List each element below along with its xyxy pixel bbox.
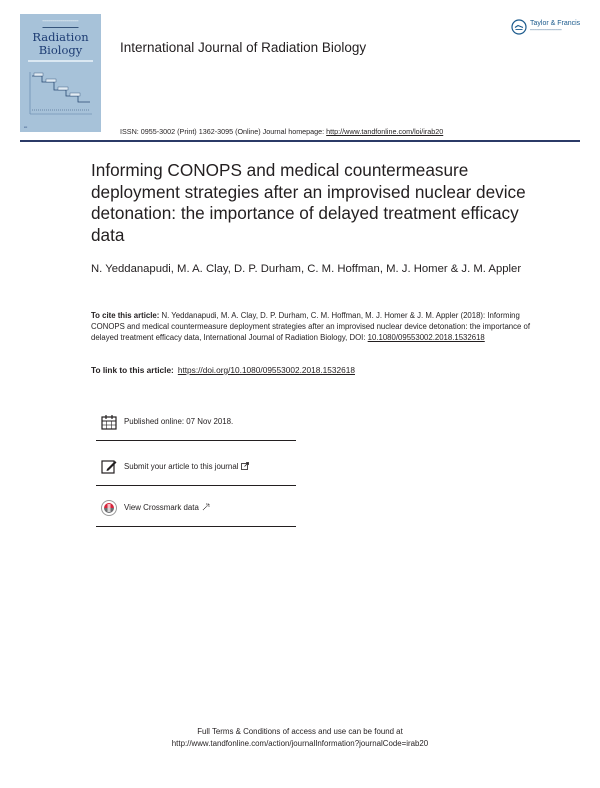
citation-label: To cite this article:	[91, 311, 160, 320]
citation-doi-link[interactable]: 10.1080/09553002.2018.1532618	[367, 332, 485, 342]
article-doi-url[interactable]: https://doi.org/10.1080/09553002.2018.1532618	[177, 365, 355, 375]
cover-tagline	[28, 60, 93, 62]
article-authors: N. Yeddanapudi, M. A. Clay, D. P. Durham, C. M. Hoffman, M. J. Homer & J. M. Appler	[91, 263, 522, 275]
published-date-text: Published online: 07 Nov 2018.	[124, 417, 234, 426]
footer-terms-link[interactable]: http://www.tandfonline.com/action/journalInformation?journalCode=irab20	[171, 738, 429, 748]
crossmark-icon	[100, 499, 118, 517]
external-link-icon	[202, 503, 210, 511]
crossmark-row[interactable]	[96, 497, 296, 527]
crossmark-row-divider	[96, 526, 296, 527]
submit-article-row[interactable]	[96, 456, 296, 486]
journal-cover-image	[20, 14, 101, 132]
submit-row-divider	[96, 485, 296, 486]
cover-chart-graphic	[28, 70, 94, 116]
calendar-icon	[100, 413, 118, 431]
external-link-icon	[241, 462, 249, 470]
cover-sub-line: ▬▬▬▬▬▬▬▬▬▬▬▬	[42, 25, 79, 29]
journal-title: International Journal of Radiation Biology	[120, 40, 367, 55]
journal-homepage-link[interactable]: http://www.tandfonline.com/loi/irab20	[326, 127, 444, 136]
article-title: Informing CONOPS and medical countermeasure deployment strategies after an improvised nuclear device detonation: the importance of delayed treatment efficacy data	[91, 160, 526, 245]
published-row	[96, 411, 296, 441]
citation-text: N. Yeddanapudi, M. A. Clay, D. P. Durham, C. M. Hoffman, M. J. Homer & J. M. Appler (2018): Informing CONOPS and medical countermeasure deployment strategies after an improvised nuclear device detonation: the importance of delayed treatment efficacy data, International Journal of Radiation Biology, DOI:	[91, 311, 531, 342]
edit-icon	[100, 458, 118, 476]
taylor-francis-logo-subtext: ━━━━━━━━━━━━━━━	[530, 28, 562, 32]
published-row-divider	[96, 440, 296, 441]
footer-terms-text: Full Terms & Conditions of access and use can be found at	[197, 727, 403, 736]
link-to-article-label: To link to this article:	[91, 365, 174, 375]
header-divider	[20, 140, 580, 142]
taylor-francis-logo-text: Taylor & Francis	[530, 20, 581, 27]
citation-block	[91, 311, 531, 343]
submit-article-link[interactable]	[124, 462, 249, 471]
link-to-article	[91, 365, 531, 375]
cover-publisher-mark: ▪▪▪	[24, 125, 28, 129]
issn-text: ISSN: 0955-3002 (Print) 1362-3095 (Online) Journal homepage:	[120, 127, 327, 136]
cover-title-line1: Radiation	[32, 30, 89, 44]
cover-title-line2: Biology	[38, 43, 83, 57]
taylor-francis-logo	[511, 18, 591, 38]
crossmark-link[interactable]	[124, 503, 210, 512]
taylor-francis-logo-icon	[511, 19, 527, 35]
submit-article-text: Submit your article to this journal	[124, 462, 239, 471]
issn-line	[120, 127, 443, 136]
crossmark-text: View Crossmark data	[124, 503, 199, 512]
cover-brand-line: ━━━━━━━━━━━━━━━━━━	[42, 19, 79, 23]
footer	[0, 726, 600, 749]
